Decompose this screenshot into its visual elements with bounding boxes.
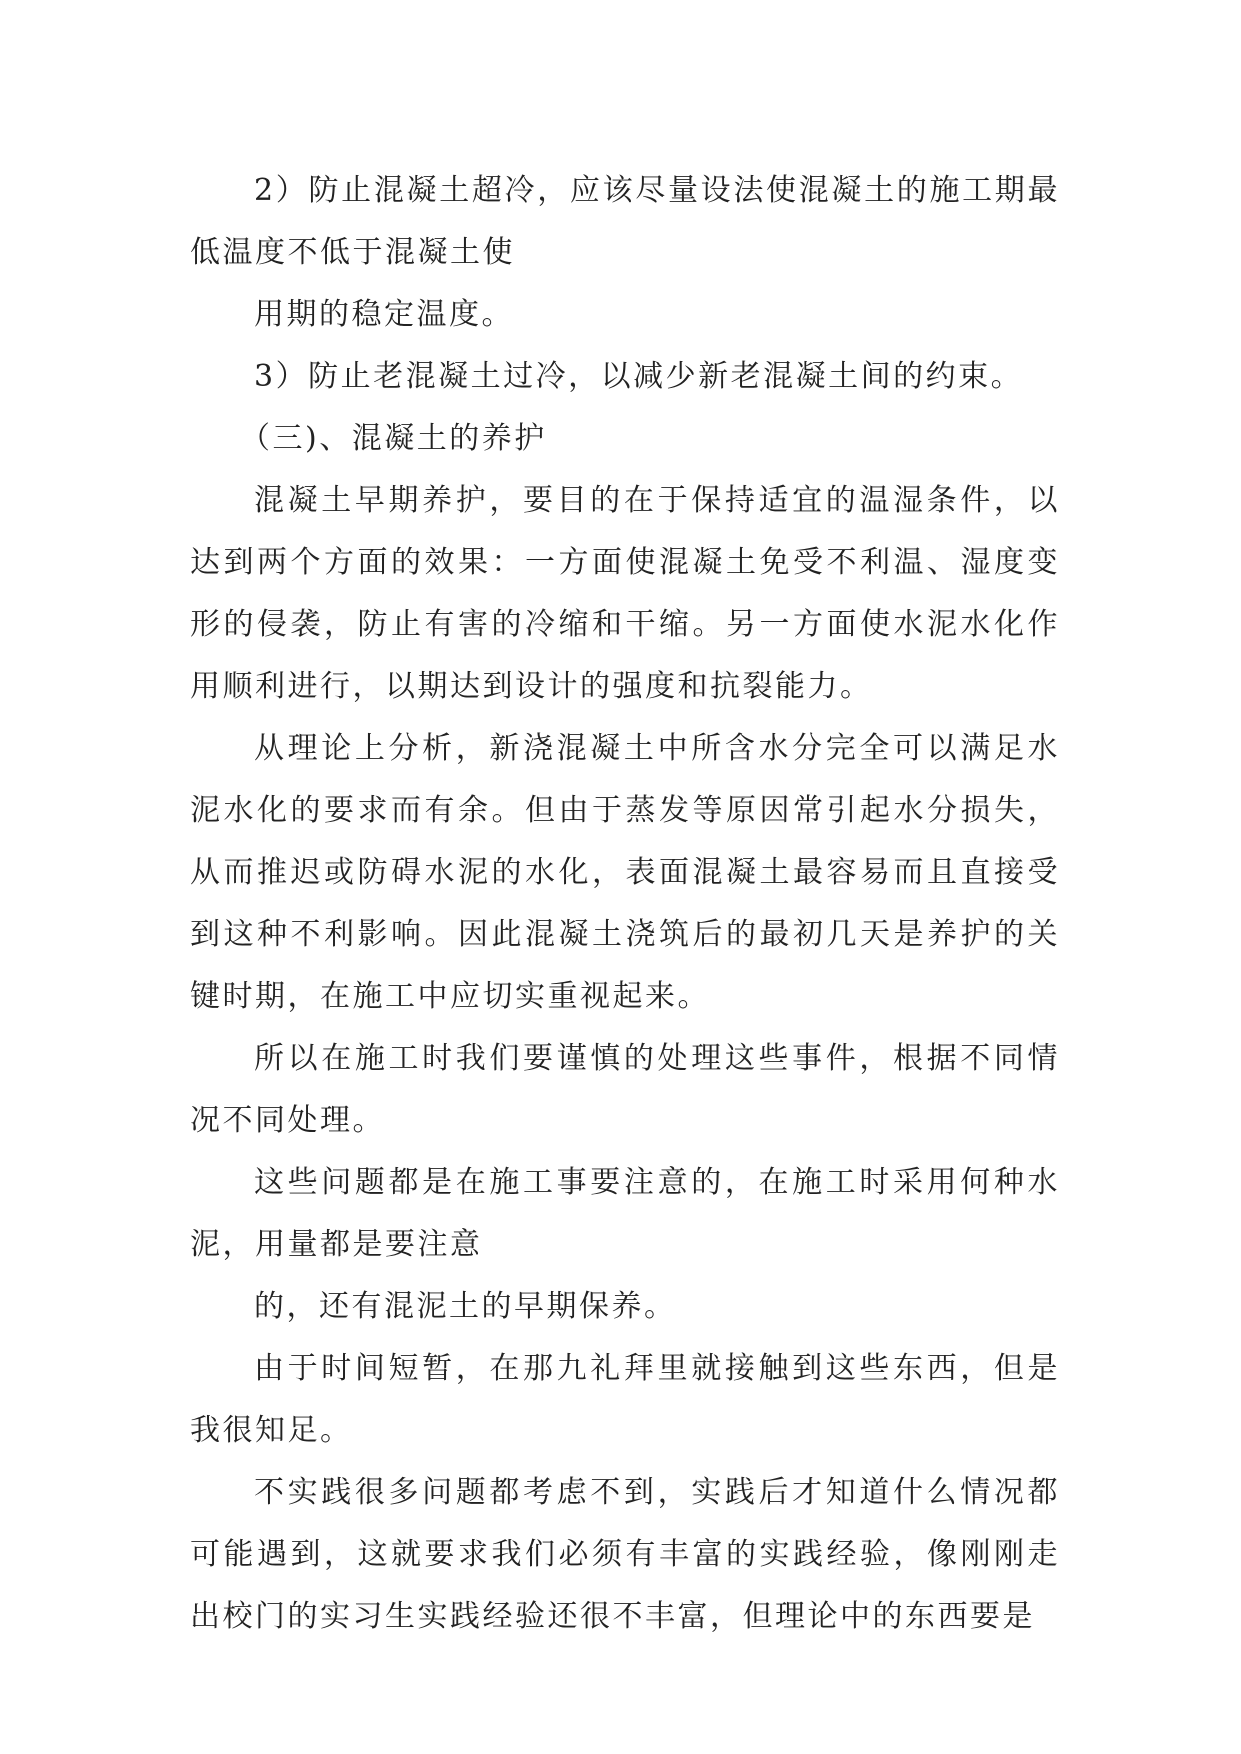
document-body (190, 160, 1060, 1648)
paragraph-6: 所以在施工时我们要谨慎的处理这些事件，根据不同情况不同处理。 (190, 1041, 1060, 1138)
paragraph-9: 由于时间短暂，在那九礼拜里就接触到这些东西，但是我很知足。 (190, 1351, 1060, 1448)
paragraph-2: 用期的稳定温度。 (254, 297, 514, 332)
paragraph-10: 不实践很多问题都考虑不到，实践后才知道什么情况都可能遇到，这就要求我们必须有丰富的实践经验，像刚刚走出校门的实习生实践经验还很不丰富，但理论中的东西要是 (190, 1475, 1060, 1634)
paragraph-4: 混凝土早期养护，要目的在于保持适宜的温湿条件，以达到两个方面的效果：一方面使混凝土免受不利温、湿度变形的侵袭，防止有害的冷缩和干缩。另一方面使水泥水化作用顺利进行，以期达到设计的强度和抗裂能力。 (190, 483, 1060, 704)
section-heading: （三)、混凝土的养护 (240, 421, 547, 456)
paragraph-1: 2）防止混凝土超冷，应该尽量设法使混凝土的施工期最低温度不低于混凝土使 (190, 173, 1060, 270)
paragraph-5: 从理论上分析，新浇混凝土中所含水分完全可以满足水泥水化的要求而有余。但由于蒸发等原因常引起水分损失，从而推迟或防碍水泥的水化，表面混凝土最容易而且直接受到这种不利影响。因此混凝土浇筑后的最初几天是养护的关键时期，在施工中应切实重视起来。 (190, 731, 1060, 1014)
paragraph-8: 的，还有混泥土的早期保养。 (254, 1289, 677, 1324)
paragraph-7: 这些问题都是在施工事要注意的，在施工时采用何种水泥，用量都是要注意 (190, 1165, 1060, 1262)
paragraph-3: 3）防止老混凝土过冷，以减少新老混凝土间的约束。 (254, 359, 1024, 394)
